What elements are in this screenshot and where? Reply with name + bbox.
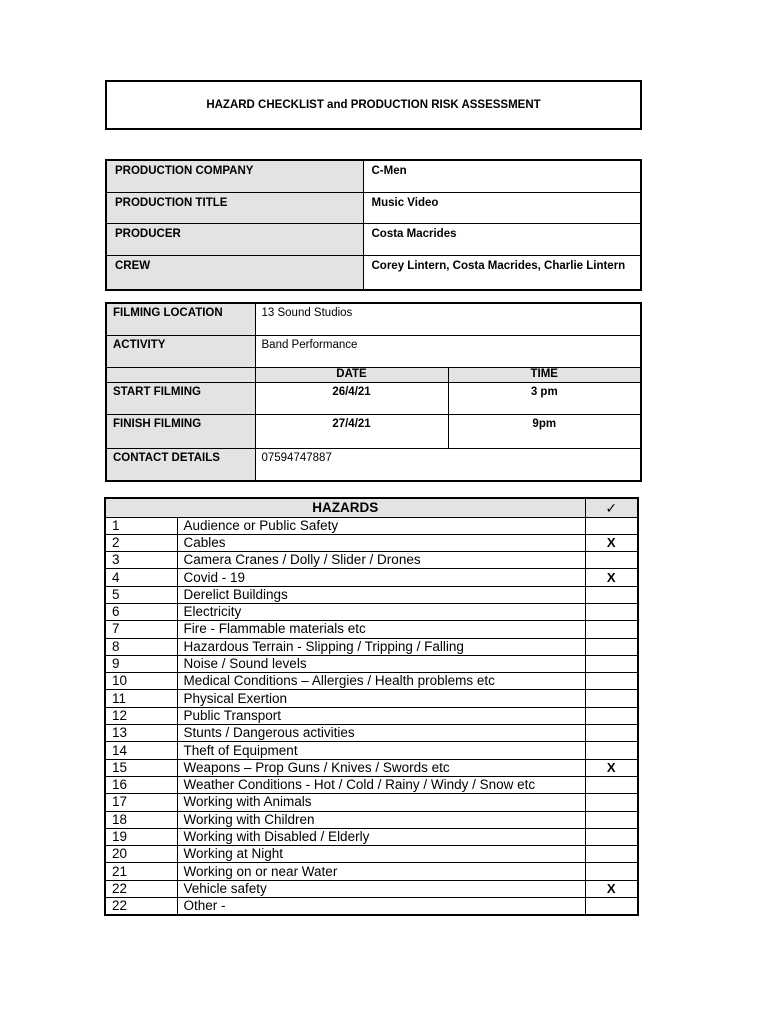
hazard-number: 8	[105, 638, 177, 655]
hazard-check: X	[585, 759, 638, 776]
producer-label: PRODUCER	[106, 223, 363, 255]
hazard-name: Camera Cranes / Dolly / Slider / Drones	[177, 552, 585, 569]
start-filming-label: START FILMING	[106, 382, 255, 414]
hazard-number: 3	[105, 552, 177, 569]
hazard-check	[585, 517, 638, 534]
contact-details-label: CONTACT DETAILS	[106, 448, 255, 481]
hazard-name: Audience or Public Safety	[177, 517, 585, 534]
hazard-name: Stunts / Dangerous activities	[177, 725, 585, 742]
hazard-number: 9	[105, 655, 177, 672]
hazard-number: 10	[105, 673, 177, 690]
hazard-check	[585, 707, 638, 724]
hazard-name: Vehicle safety	[177, 880, 585, 897]
hazard-name: Weapons – Prop Guns / Knives / Swords etc	[177, 759, 585, 776]
hazard-row	[105, 638, 638, 655]
hazard-check	[585, 586, 638, 603]
hazard-name: Fire - Flammable materials etc	[177, 621, 585, 638]
hazard-name: Working with Disabled / Elderly	[177, 828, 585, 845]
hazard-name: Working with Children	[177, 811, 585, 828]
hazard-number: 5	[105, 586, 177, 603]
hazard-check	[585, 863, 638, 880]
hazard-name: Cables	[177, 534, 585, 551]
production-row-crew	[106, 255, 641, 290]
contact-details-value: 07594747887	[255, 448, 641, 481]
hazard-row	[105, 863, 638, 880]
filming-row-finish	[106, 414, 641, 448]
production-title-value: Music Video	[363, 192, 641, 223]
activity-label: ACTIVITY	[106, 335, 255, 367]
hazard-row	[105, 586, 638, 603]
activity-value: Band Performance	[255, 335, 641, 367]
start-date-value: 26/4/21	[255, 382, 448, 414]
hazard-check	[585, 794, 638, 811]
hazard-name: Weather Conditions - Hot / Cold / Rainy / Windy / Snow etc	[177, 776, 585, 793]
hazards-header: HAZARDS	[105, 498, 585, 517]
crew-value: Corey Lintern, Costa Macrides, Charlie Lintern	[363, 255, 641, 290]
hazard-check	[585, 725, 638, 742]
hazard-number: 15	[105, 759, 177, 776]
hazard-number: 1	[105, 517, 177, 534]
production-row-company	[106, 160, 641, 192]
hazard-check	[585, 690, 638, 707]
production-details-table	[105, 159, 642, 291]
hazard-name: Derelict Buildings	[177, 586, 585, 603]
hazard-name: Noise / Sound levels	[177, 655, 585, 672]
start-time-value: 3 pm	[448, 382, 641, 414]
production-row-title	[106, 192, 641, 223]
hazard-name: Public Transport	[177, 707, 585, 724]
filming-row-start	[106, 382, 641, 414]
hazard-row	[105, 725, 638, 742]
hazard-row	[105, 794, 638, 811]
hazard-row	[105, 846, 638, 863]
hazard-name: Covid - 19	[177, 569, 585, 586]
hazard-row	[105, 534, 638, 551]
hazard-check	[585, 776, 638, 793]
hazard-number: 2	[105, 534, 177, 551]
hazard-row	[105, 690, 638, 707]
filming-location-value: 13 Sound Studios	[255, 303, 641, 335]
crew-label: CREW	[106, 255, 363, 290]
hazard-number: 12	[105, 707, 177, 724]
filming-details-table	[105, 302, 642, 482]
hazard-number: 18	[105, 811, 177, 828]
hazard-number: 11	[105, 690, 177, 707]
hazard-check	[585, 655, 638, 672]
filming-row-contact	[106, 448, 641, 481]
hazard-row	[105, 759, 638, 776]
hazard-row	[105, 898, 638, 916]
production-title-label: PRODUCTION TITLE	[106, 192, 363, 223]
hazard-check: X	[585, 880, 638, 897]
hazard-row	[105, 776, 638, 793]
hazard-row	[105, 828, 638, 845]
hazard-name: Medical Conditions – Allergies / Health problems etc	[177, 673, 585, 690]
hazard-row	[105, 655, 638, 672]
hazard-row	[105, 552, 638, 569]
hazard-row	[105, 811, 638, 828]
hazard-check	[585, 552, 638, 569]
hazard-row	[105, 673, 638, 690]
filming-location-label: FILMING LOCATION	[106, 303, 255, 335]
hazard-row	[105, 603, 638, 620]
hazard-row	[105, 742, 638, 759]
hazard-check	[585, 742, 638, 759]
hazard-name: Electricity	[177, 603, 585, 620]
hazard-number: 6	[105, 603, 177, 620]
hazard-number: 7	[105, 621, 177, 638]
hazard-row	[105, 707, 638, 724]
hazard-row	[105, 517, 638, 534]
hazard-check	[585, 621, 638, 638]
hazard-number: 17	[105, 794, 177, 811]
hazard-number: 14	[105, 742, 177, 759]
filming-header-blank	[106, 367, 255, 382]
hazard-name: Working with Animals	[177, 794, 585, 811]
hazard-check	[585, 673, 638, 690]
hazard-row	[105, 621, 638, 638]
hazard-number: 4	[105, 569, 177, 586]
hazard-check	[585, 603, 638, 620]
finish-time-value: 9pm	[448, 414, 641, 448]
hazard-number: 21	[105, 863, 177, 880]
hazard-number: 13	[105, 725, 177, 742]
hazard-number: 16	[105, 776, 177, 793]
hazard-check	[585, 846, 638, 863]
hazard-number: 20	[105, 846, 177, 863]
hazard-check	[585, 638, 638, 655]
filming-row-activity	[106, 335, 641, 367]
hazard-check: X	[585, 534, 638, 551]
date-header: DATE	[255, 367, 448, 382]
hazard-number: 22	[105, 898, 177, 916]
hazard-name: Physical Exertion	[177, 690, 585, 707]
hazard-name: Theft of Equipment	[177, 742, 585, 759]
hazards-header-row	[105, 498, 638, 517]
filming-row-location	[106, 303, 641, 335]
production-company-label: PRODUCTION COMPANY	[106, 160, 363, 192]
hazard-check	[585, 811, 638, 828]
hazard-row	[105, 880, 638, 897]
finish-date-value: 27/4/21	[255, 414, 448, 448]
hazard-row	[105, 569, 638, 586]
document-title: HAZARD CHECKLIST and PRODUCTION RISK ASSESSMENT	[105, 80, 642, 130]
hazards-table	[104, 497, 639, 916]
hazard-check	[585, 828, 638, 845]
hazard-name: Other -	[177, 898, 585, 916]
producer-value: Costa Macrides	[363, 223, 641, 255]
hazard-number: 22	[105, 880, 177, 897]
time-header: TIME	[448, 367, 641, 382]
hazard-check	[585, 898, 638, 916]
production-row-producer	[106, 223, 641, 255]
hazard-check: X	[585, 569, 638, 586]
hazards-table-body	[105, 498, 638, 915]
hazard-name: Hazardous Terrain - Slipping / Tripping / Falling	[177, 638, 585, 655]
hazard-number: 19	[105, 828, 177, 845]
production-company-value: C-Men	[363, 160, 641, 192]
check-mark-icon: ✓	[585, 498, 638, 517]
filming-row-headers	[106, 367, 641, 382]
finish-filming-label: FINISH FILMING	[106, 414, 255, 448]
hazard-name: Working at Night	[177, 846, 585, 863]
hazard-name: Working on or near Water	[177, 863, 585, 880]
